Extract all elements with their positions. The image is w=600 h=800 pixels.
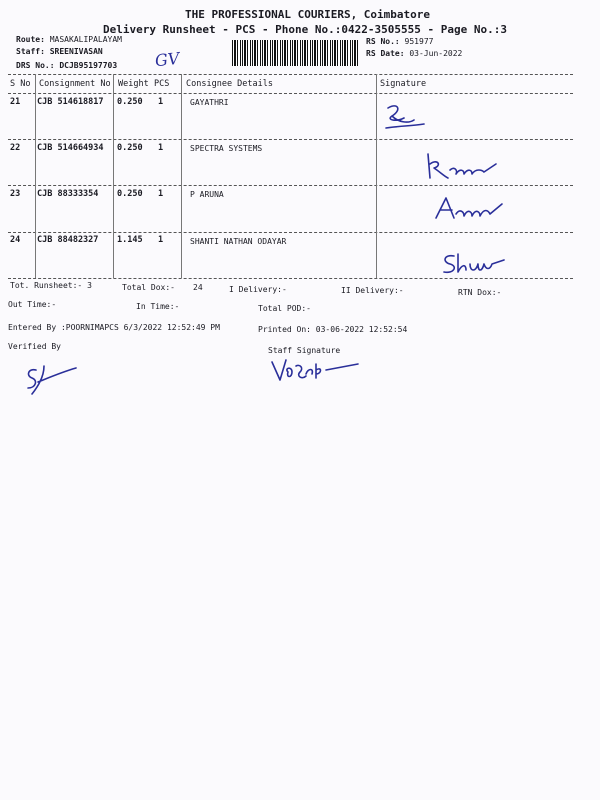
rs-no-line	[366, 37, 433, 46]
staff-value: SREENIVASAN	[49, 47, 103, 56]
in-time: In Time:-	[136, 302, 180, 311]
row-pcs: 1	[158, 97, 164, 107]
signature-row-24	[440, 250, 510, 278]
row-weight: 1.145	[117, 235, 143, 245]
row-consignment: CJB 514664934	[37, 143, 104, 153]
entered-by: Entered By :POORNIMAPCS 6/3/2022 12:52:49 PM	[8, 323, 220, 332]
rs-date-value: 03-Jun-2022	[409, 49, 463, 58]
table-bottom-rule	[8, 278, 573, 279]
route-label: Route:	[16, 35, 45, 44]
rs-no-value: 951977	[404, 37, 434, 46]
company-title: THE PROFESSIONAL COURIERS, Coimbatore	[185, 8, 431, 21]
drs-value: DCJB95197703	[59, 61, 118, 70]
row-consignee: SPECTRA SYSTEMS	[190, 144, 263, 153]
route-value: MASAKALIPALAYAM	[49, 35, 122, 44]
col-divider	[181, 74, 182, 278]
row-divider	[8, 185, 573, 186]
table-header-rule	[8, 93, 573, 94]
col-header-pcs: PCS	[154, 79, 170, 89]
rtn-dox: RTN Dox:-	[458, 288, 502, 297]
row-divider	[8, 232, 573, 233]
row-sno: 21	[10, 97, 21, 107]
verified-by-label: Verified By	[8, 342, 61, 351]
drs-label: DRS No.:	[16, 61, 55, 70]
col-header-consignee: Consignee Details	[186, 79, 273, 89]
col-divider	[113, 74, 114, 278]
row-consignee: P ARUNA	[190, 190, 224, 199]
col-header-signature: Signature	[380, 79, 427, 89]
col-divider	[35, 74, 36, 278]
row-weight: 0.250	[117, 97, 143, 107]
signature-row-22	[420, 146, 500, 184]
tot-runsheet: Tot. Runsheet:- 3	[10, 281, 92, 290]
handwritten-initials: GV	[154, 48, 181, 71]
rs-no-label: RS No.:	[366, 37, 400, 46]
row-consignment: CJB 88482327	[37, 235, 99, 245]
col-divider	[376, 74, 377, 278]
row-consignment: CJB 88333354	[37, 189, 99, 199]
i-delivery: I Delivery:-	[229, 285, 287, 294]
row-sno: 22	[10, 143, 21, 153]
total-pod: Total POD:-	[258, 304, 311, 313]
barcode	[232, 40, 358, 66]
route-line	[16, 35, 122, 44]
col-header-consignment: Consignment No	[39, 79, 111, 89]
row-consignee: GAYATHRI	[190, 98, 229, 107]
drs-line	[16, 61, 117, 70]
verified-by-signature	[18, 360, 82, 396]
row-weight: 0.250	[117, 143, 143, 153]
rs-date-label: RS Date:	[366, 49, 405, 58]
row-pcs: 1	[158, 189, 164, 199]
col-header-weight: Weight	[118, 79, 149, 89]
staff-signature	[266, 354, 362, 384]
row-consignment: CJB 514618817	[37, 97, 104, 107]
rs-date-line	[366, 49, 462, 58]
out-time: Out Time:-	[8, 300, 57, 309]
signature-row-23	[430, 194, 510, 224]
row-sno: 24	[10, 235, 21, 245]
staff-label: Staff:	[16, 47, 45, 56]
row-sno: 23	[10, 189, 21, 199]
signature-row-21	[378, 100, 438, 136]
total-dox-value: 24	[193, 283, 203, 292]
col-header-sno: S No	[10, 79, 31, 89]
table-top-rule	[8, 74, 573, 75]
staff-line	[16, 47, 103, 56]
staff-signature-label: Staff Signature	[268, 346, 341, 355]
row-pcs: 1	[158, 143, 164, 153]
printed-on: Printed On: 03-06-2022 12:52:54	[258, 325, 408, 334]
total-dox-label: Total Dox:-	[122, 283, 175, 292]
row-divider	[8, 139, 573, 140]
runsheet-subtitle: Delivery Runsheet - PCS - Phone No.:0422-3505555 - Page No.:3	[103, 23, 507, 36]
row-weight: 0.250	[117, 189, 143, 199]
ii-delivery: II Delivery:-	[341, 286, 404, 295]
row-consignee: SHANTI NATHAN ODAYAR	[190, 237, 287, 246]
row-pcs: 1	[158, 235, 164, 245]
